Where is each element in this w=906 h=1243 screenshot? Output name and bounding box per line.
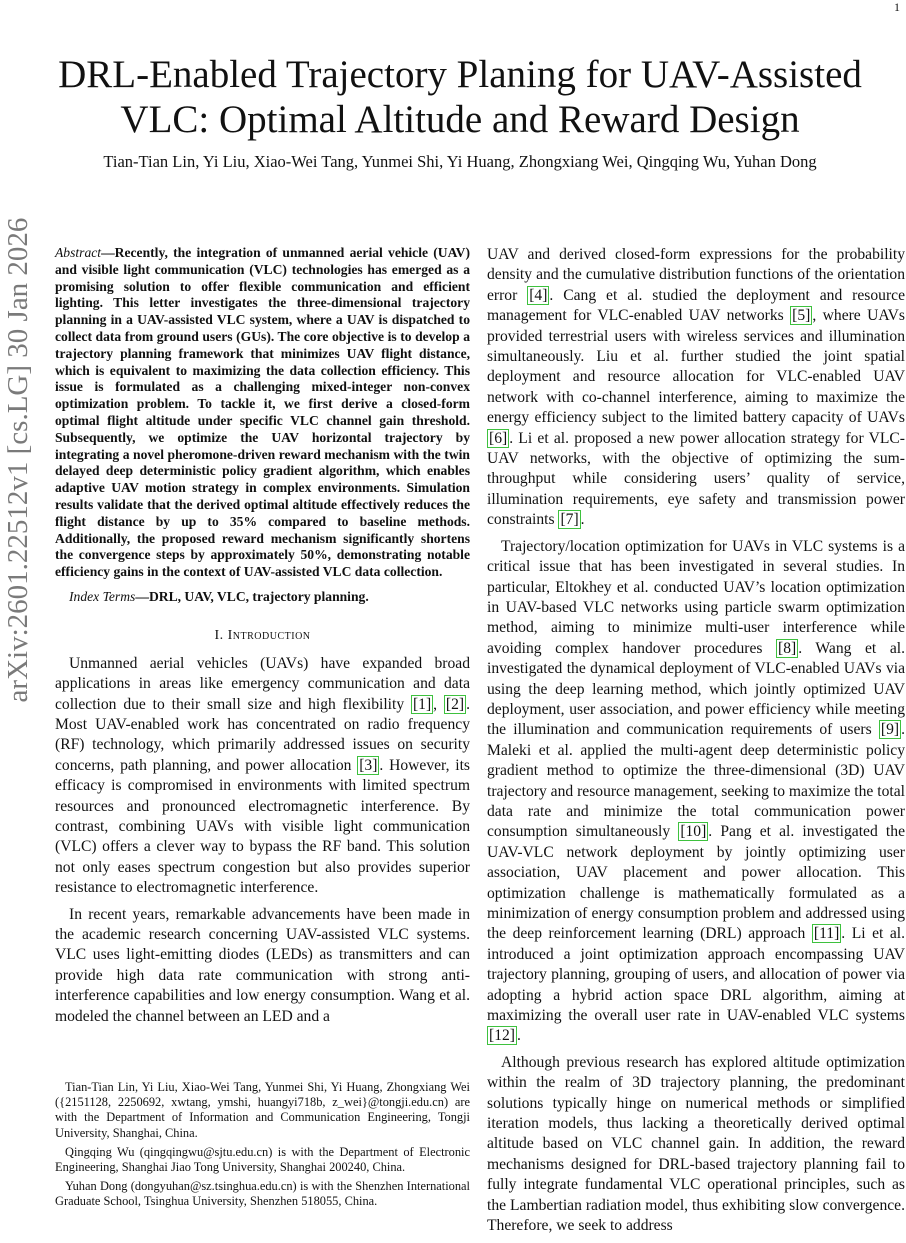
index-terms-lead: Index Terms	[69, 588, 136, 604]
footnote-affiliation-3: Yuhan Dong (dongyuhan@sz.tsinghua.edu.cn) is with the Shenzhen International Graduate School, Tsinghua University, Shenzhen 518055, China.	[55, 1179, 470, 1209]
text-run: .	[580, 511, 585, 529]
section-heading-introduction	[55, 628, 470, 644]
left-column	[55, 245, 470, 1033]
right-column	[487, 245, 905, 1243]
citation-link[interactable]: [5]	[792, 307, 811, 325]
citation-link[interactable]: [3]	[359, 756, 378, 774]
citation-link[interactable]: [4]	[529, 286, 548, 304]
text-run: . Most UAV-enabled work has concentrated on radio frequency (RF) technology, which primarily addressed issues on security concerns, path planning, and power allocation	[55, 695, 470, 774]
paper-title: DRL-Enabled Trajectory Planing for UAV-Assisted VLC: Optimal Altitude and Reward Design	[58, 53, 862, 141]
abstract-text: —Recently, the integration of unmanned aerial vehicle (UAV) and visible light communication (VLC) technologies has emerged as a promising solution to offer flexible communication and efficient lighting. This letter investigates the three-dimensional trajectory planning in a UAV-assisted VLC system, where a UAV is dispatched to collect data from ground users (GUs). The core objective is to develop a trajectory planning framework that minimizes UAV flight distance, which is equivalent to maximizing the data collection efficiency. This issue is formulated as a challenging mixed-integer non-convex optimization problem. To tackle it, we first derive a closed-form optimal flight altitude under specific VLC channel gain threshold. Subsequently, we optimize the UAV horizontal trajectory by integrating a novel pheromone-driven reward mechanism with the twin delayed deep deterministic policy gradient algorithm, which enables adaptive UAV motion strategy in complex environments. Simulation results validate that the derived optimal altitude effectively reduces the flight distance by up to 35% compared to baseline methods. Additionally, the proposed reward mechanism significantly shortens the convergence steps by approximately 50%, demonstrating notable efficiency gains in the context of UAV-assisted VLC data collection.	[55, 245, 470, 580]
citation-link[interactable]: [1]	[412, 695, 432, 713]
text-run: Unmanned aerial vehicles (UAVs) have expanded broad applications in areas like emergency communication and data collection due to their small size and high flexibility	[55, 654, 470, 713]
text-run: UAV and derived closed-form expressions for the probability density and the cumulative distribution functions of the orientation error	[487, 246, 905, 304]
page-number: 1	[894, 0, 900, 14]
section-number: I.	[214, 627, 228, 643]
citation-link[interactable]: [11]	[813, 925, 840, 943]
intro-paragraph-4: Although previous research has explored altitude optimization within the realm of 3D trajectory planning, the predominant solutions typically hinge on numerical methods or simplified iteration models, thus lacking a theoretically derived optimal altitude based on VLC channel gain. In addition, the reward mechanisms designed for DRL-based trajectory planning fail to fully integrate fundamental VLC operational principles, such as the Lambertian radiation model, thus exhibiting slow convergence. Therefore, we seek to address	[487, 1053, 905, 1235]
footnote-affiliation-1: Tian-Tian Lin, Yi Liu, Xiao-Wei Tang, Yunmei Shi, Yi Huang, Zhongxiang Wei ({2151128, 2250692, xwtang, ymshi, huangyi718b, z_wei}@tongji.edu.cn) are with the Department of Information and Communication Engineering, Tongji University, Shanghai, China.	[55, 1080, 470, 1140]
text-run: . Li et al. introduced a joint optimization approach encompassing UAV trajectory planning, grouping of users, and allocation of power via adopting a hybrid action space DRL algorithm, aiming at maximizing the overall user rate in UAV-enabled VLC systems	[487, 925, 906, 1025]
text-run: . Pang et al. investigated the UAV-VLC network deployment by jointly optimizing user association, UAV placement and power allocation. This optimization challenge is mathematically formulated as a minimization of energy consumption problem and addressed using the deep reinforcement learning (DRL) approach	[487, 823, 905, 943]
author-list: Tian-Tian Lin, Yi Liu, Xiao-Wei Tang, Yunmei Shi, Yi Huang, Zhongxiang Wei, Qingqing Wu, Yuhan Dong	[103, 152, 817, 171]
text-run: .	[516, 1027, 521, 1045]
abstract-lead: Abstract	[55, 245, 102, 260]
citation-link[interactable]: [7]	[560, 511, 579, 529]
index-terms-text: —DRL, UAV, VLC, trajectory planning.	[135, 588, 369, 604]
section-title: Introduction	[227, 627, 311, 643]
footnote-affiliation-2: Qingqing Wu (qingqingwu@sjtu.edu.cn) is with the Department of Electronic Engineering, Shanghai Jiao Tong University, Shanghai 200240, China.	[55, 1144, 470, 1175]
citation-link[interactable]: [6]	[489, 429, 508, 447]
arxiv-watermark: arXiv:2601.22512v1 [cs.LG] 30 Jan 2026	[2, 217, 34, 703]
text-run: ,	[433, 695, 444, 713]
text-run: . Maleki et al. applied the multi-agent deep deterministic policy gradient method to optimize the three-dimensional (3D) UAV trajectory and resource management, seeking to maximize the total data rate and minimize the total communication power consumption simultaneously	[487, 721, 905, 841]
text-run: , where UAVs provided terrestrial users with wireless services and illumination simultaneously. Liu et al. further studied the joint spatial deployment and resource allocation for VLC-enabled UAV network with co-channel interference, aiming to maximize the energy efficiency subject to the limited battery capacity of UAVs	[487, 307, 905, 427]
text-run: . Wang et al. investigated the dynamical deployment of VLC-enabled UAVs via using the deep learning method, which jointly optimized UAV deployment, user association, and power efficiency while meeting the illumination and communication requirements of users	[487, 639, 905, 739]
text-run: . Li et al. proposed a new power allocation strategy for VLC-UAV networks, with the objective of optimizing the sum-throughput while considering users’ quality of service, illumination requirements, eye safety and transmission power constraints	[487, 429, 905, 529]
text-run: . However, its efficacy is compromised in environments with limited spectrum resources and pronounced electromagnetic interference. By contrast, combining UAVs with visible light communication (VLC) offers a clever way to bypass the RF band. This solution not only eases spectrum congestion but also provides superior resistance to electromagnetic interference.	[55, 756, 470, 897]
citation-link[interactable]: [9]	[880, 721, 900, 739]
abstract	[55, 245, 470, 581]
text-run: Trajectory/location optimization for UAVs in VLC systems is a critical issue that has been investigated in several studies. In particular, Eltokhey et al. conducted UAV’s location optimization in UAV-based VLC networks using particle swarm optimization method, aiming to minimize multi-user interference while avoiding complex handover procedures	[487, 537, 905, 657]
citation-link[interactable]: [10]	[680, 823, 707, 841]
text-run: . Cang et al. studied the deployment and resource management for VLC-enabled UAV networks	[487, 286, 905, 325]
index-terms	[55, 589, 470, 606]
citation-link[interactable]: [2]	[445, 695, 465, 713]
citation-link[interactable]: [12]	[489, 1027, 515, 1045]
intro-paragraph-1	[55, 654, 470, 899]
footnotes	[55, 1080, 470, 1214]
intro-paragraph-3	[487, 537, 905, 1047]
citation-link[interactable]: [8]	[778, 639, 797, 657]
intro-paragraph-2: In recent years, remarkable advancements have been made in the academic research concerning UAV-assisted VLC systems. VLC uses light-emitting diodes (LEDs) as transmitters and can provide high data rate communication with strong anti-interference capabilities and low energy consumption. Wang et al. modeled the channel between an LED and a	[55, 905, 470, 1025]
intro-paragraph-2-continued	[487, 245, 905, 531]
